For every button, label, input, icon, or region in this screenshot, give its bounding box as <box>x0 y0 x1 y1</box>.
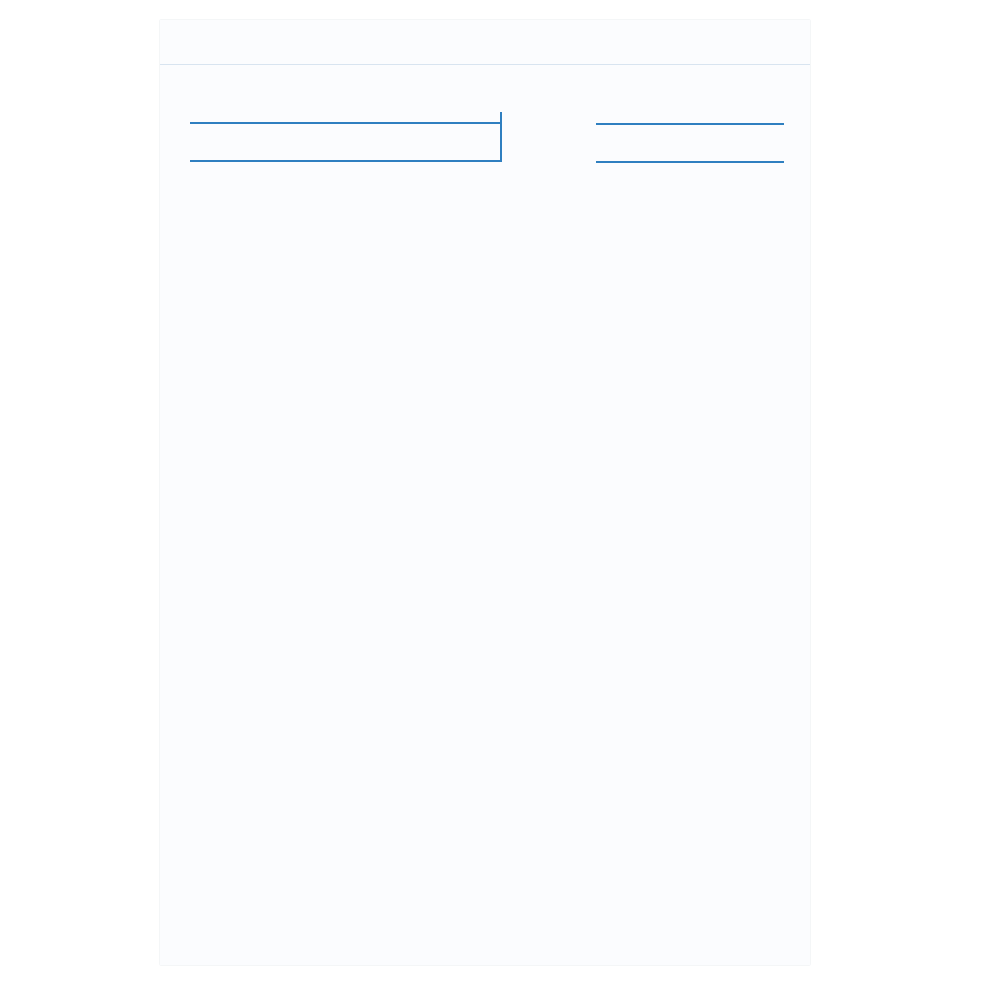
name-line-2 <box>190 160 500 162</box>
header-separator <box>500 112 502 162</box>
tab-strip-divider <box>160 64 810 65</box>
conto-number-line <box>596 161 784 163</box>
barcode <box>200 887 304 909</box>
name-line-1 <box>190 122 500 124</box>
scheda-number-line <box>596 123 784 125</box>
